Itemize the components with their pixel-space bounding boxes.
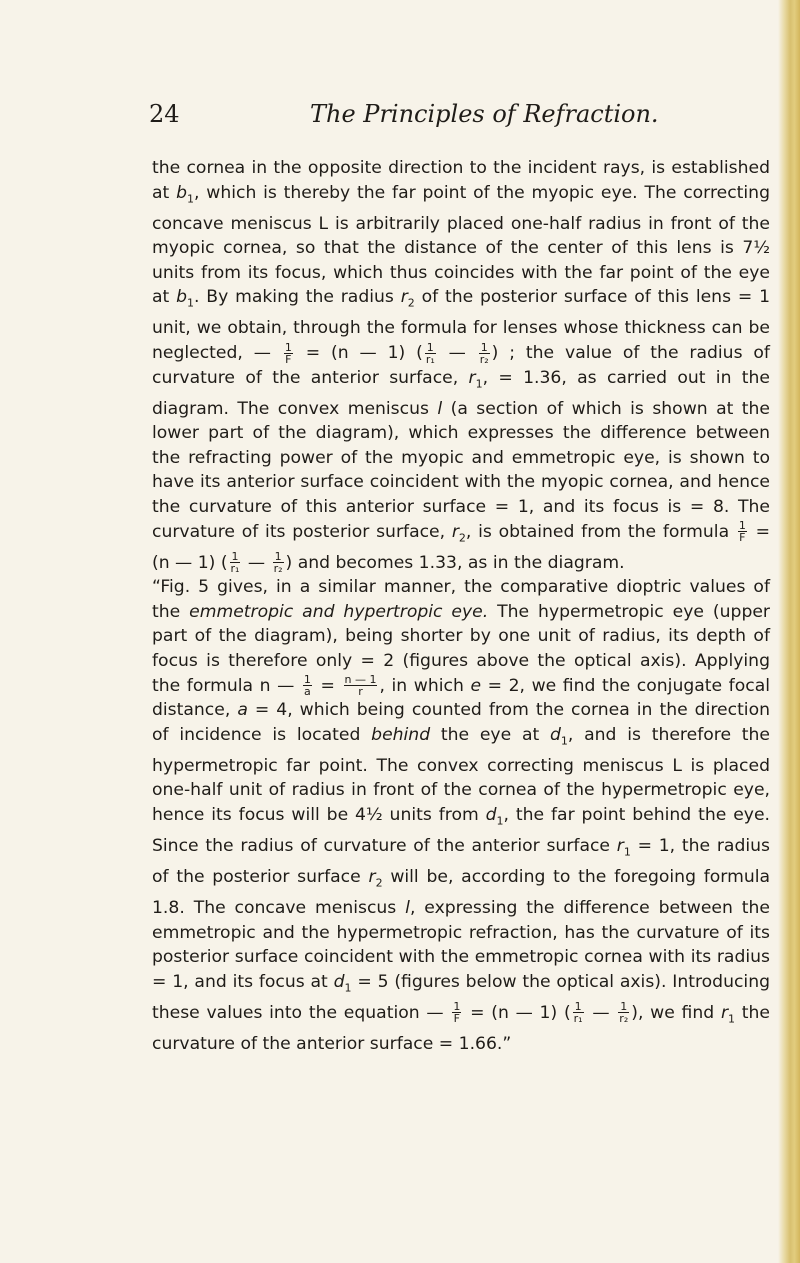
subscript: 2 xyxy=(458,531,466,545)
text-run: . By making the radius xyxy=(194,287,401,308)
fraction-numerator: 1 xyxy=(480,340,488,354)
fraction-numerator: 1 xyxy=(303,673,311,687)
body-text xyxy=(152,156,770,1057)
italic-text: l xyxy=(405,898,410,919)
page-edge xyxy=(778,0,800,1263)
fraction xyxy=(452,1001,461,1024)
fraction xyxy=(344,674,378,697)
text-run: , is obtained from the formula xyxy=(465,521,736,542)
italic-text: e xyxy=(470,675,482,696)
text-run: , expressing the difference between the emmetropic and the hypermetropic refraction, has the curvature of its posterior surface coincident with the emmetropic cornea with its radius = 1, and its focus at xyxy=(152,898,770,992)
text-run: = (n — 1) ( xyxy=(463,1002,571,1023)
fraction xyxy=(573,1001,584,1024)
subscript: 2 xyxy=(375,876,383,890)
italic-text: behind xyxy=(371,724,431,745)
subscript: 1 xyxy=(475,377,483,391)
italic-text: r xyxy=(451,521,459,542)
fraction-denominator: F xyxy=(453,1012,460,1026)
text-run: — xyxy=(585,1002,617,1023)
fraction-numerator: 1 xyxy=(453,1000,461,1014)
text-run: , and is therefore the hypermetropic far point. The convex correcting meniscus L is placed one-half unit of radius in front of the cornea of the hypermetropic eye, hence its focus will be 4½ units from xyxy=(152,724,770,826)
fraction-denominator: r₁ xyxy=(573,1012,583,1026)
text-run: , in which xyxy=(379,675,471,696)
text-run: (a section of which is shown at the lower part of the diagram), which expresses the difference between the refracting power of the myopic and emmetropic eye, is shown to have its anterior surface coincident with the myopic cornea, and hence the curvature of this anterior surface = 1, and its focus is = 8. The curvature of its posterior surface, xyxy=(152,398,770,542)
italic-text: d xyxy=(485,805,497,826)
fraction-numerator: 1 xyxy=(738,519,746,533)
text-run: — xyxy=(437,343,477,364)
text-run: = 2, we find the conjugate focal distance, xyxy=(152,675,771,721)
text-run: — xyxy=(242,552,271,573)
text-run: the curvature of the anterior surface = 1.66.” xyxy=(152,1002,770,1054)
text-run: , = 1.36, as carried out in the diagram. The convex meniscus xyxy=(152,367,770,419)
fraction xyxy=(618,1001,629,1024)
running-title: The Principles of Refraction. xyxy=(310,100,659,128)
page-number: 24 xyxy=(149,100,180,128)
fraction-denominator: a xyxy=(304,685,311,699)
page-header xyxy=(0,100,790,140)
fraction-numerator: 1 xyxy=(574,1000,582,1014)
fraction-numerator: 1 xyxy=(231,550,239,564)
fraction xyxy=(303,674,312,697)
italic-text: r xyxy=(616,836,624,857)
text-run: ) ; the value of the radius of curvature of the anterior surface, xyxy=(152,343,770,388)
italic-text: a xyxy=(237,700,248,721)
fraction-numerator: 1 xyxy=(284,340,292,354)
subscript: 1 xyxy=(187,296,195,310)
text-run: , which is thereby the far point of the myopic eye. The correcting concave meniscus L is arbitrarily placed one-half radius in front of the myopic cornea, so that the distance of the center of this lens is 7½ units from its focus, which thus coincides with the far point of the eye at xyxy=(152,182,770,308)
paragraph-1 xyxy=(152,156,770,575)
italic-text: b xyxy=(176,287,188,308)
fraction-denominator: r₁ xyxy=(230,562,240,576)
text-run: = xyxy=(313,675,342,696)
italic-text: d xyxy=(333,971,345,992)
fraction-denominator: r₂ xyxy=(273,562,283,576)
italic-text: r xyxy=(720,1002,729,1023)
text-run: = (n — 1) ( xyxy=(294,343,423,364)
italic-text: r xyxy=(468,367,476,388)
italic-text: d xyxy=(549,724,561,745)
subscript: 1 xyxy=(728,1012,736,1026)
subscript: 1 xyxy=(560,734,568,748)
italic-text: b xyxy=(176,182,187,203)
fraction-numerator: 1 xyxy=(426,340,434,354)
fraction-denominator: r xyxy=(358,685,363,699)
fraction-denominator: r₂ xyxy=(479,352,489,366)
text-run: the cornea in the opposite direction to the incident rays, is established at xyxy=(152,158,770,203)
text-run: The hypermetropic eye (upper part of the diagram), being shorter by one unit of radius, its depth of focus is therefore only = 2 (figures above the optical axis). Applying the formula n — xyxy=(152,601,770,696)
italic-text: r xyxy=(368,867,376,888)
fraction-denominator: r₁ xyxy=(425,352,435,366)
text-run: = 4, which being counted from the cornea in the direction of incidence is located xyxy=(152,700,770,745)
fraction xyxy=(230,551,241,574)
italic-text: l xyxy=(437,398,443,419)
text-run: = 1, the radius of the posterior surface xyxy=(152,836,770,888)
subscript: 2 xyxy=(407,296,415,310)
text-run: = 5 (figures below the optical axis). Introducing these values into the equation — xyxy=(152,971,771,1023)
italic-text: emmetropic and hypertropic eye. xyxy=(189,601,489,622)
fraction-denominator: r₂ xyxy=(619,1012,629,1026)
fraction xyxy=(479,342,490,365)
subscript: 1 xyxy=(344,981,352,995)
fraction-numerator: 1 xyxy=(274,550,282,564)
fraction-numerator: 1 xyxy=(620,1000,628,1014)
text-run: = (n — 1) ( xyxy=(152,521,770,573)
text-run: “Fig. 5 gives, in a similar manner, the comparative dioptric values of the xyxy=(152,577,770,622)
text-run: ) and becomes 1.33, as in the diagram. xyxy=(285,552,625,573)
fraction xyxy=(425,342,436,365)
paragraph-2 xyxy=(152,575,770,1056)
subscript: 1 xyxy=(623,845,631,859)
subscript: 1 xyxy=(187,192,194,206)
fraction-denominator: F xyxy=(285,352,292,366)
text-run: , the far point behind the eye. Since the radius of curvature of the anterior surface xyxy=(152,805,771,857)
fraction xyxy=(284,342,293,365)
text-run: will be, according to the foregoing formula 1.8. The concave meniscus xyxy=(152,867,771,919)
text-run: ), we find xyxy=(631,1002,721,1023)
fraction-numerator: n — 1 xyxy=(344,673,377,687)
text-run: the eye at xyxy=(430,724,550,745)
fraction xyxy=(738,520,747,543)
text-run: of the posterior surface of this lens = 1 unit, we obtain, through the formula for lenses whose thickness can be neglected, — xyxy=(152,287,770,364)
subscript: 1 xyxy=(496,814,504,828)
italic-text: r xyxy=(400,287,408,308)
fraction-denominator: F xyxy=(739,531,746,545)
fraction xyxy=(273,551,284,574)
